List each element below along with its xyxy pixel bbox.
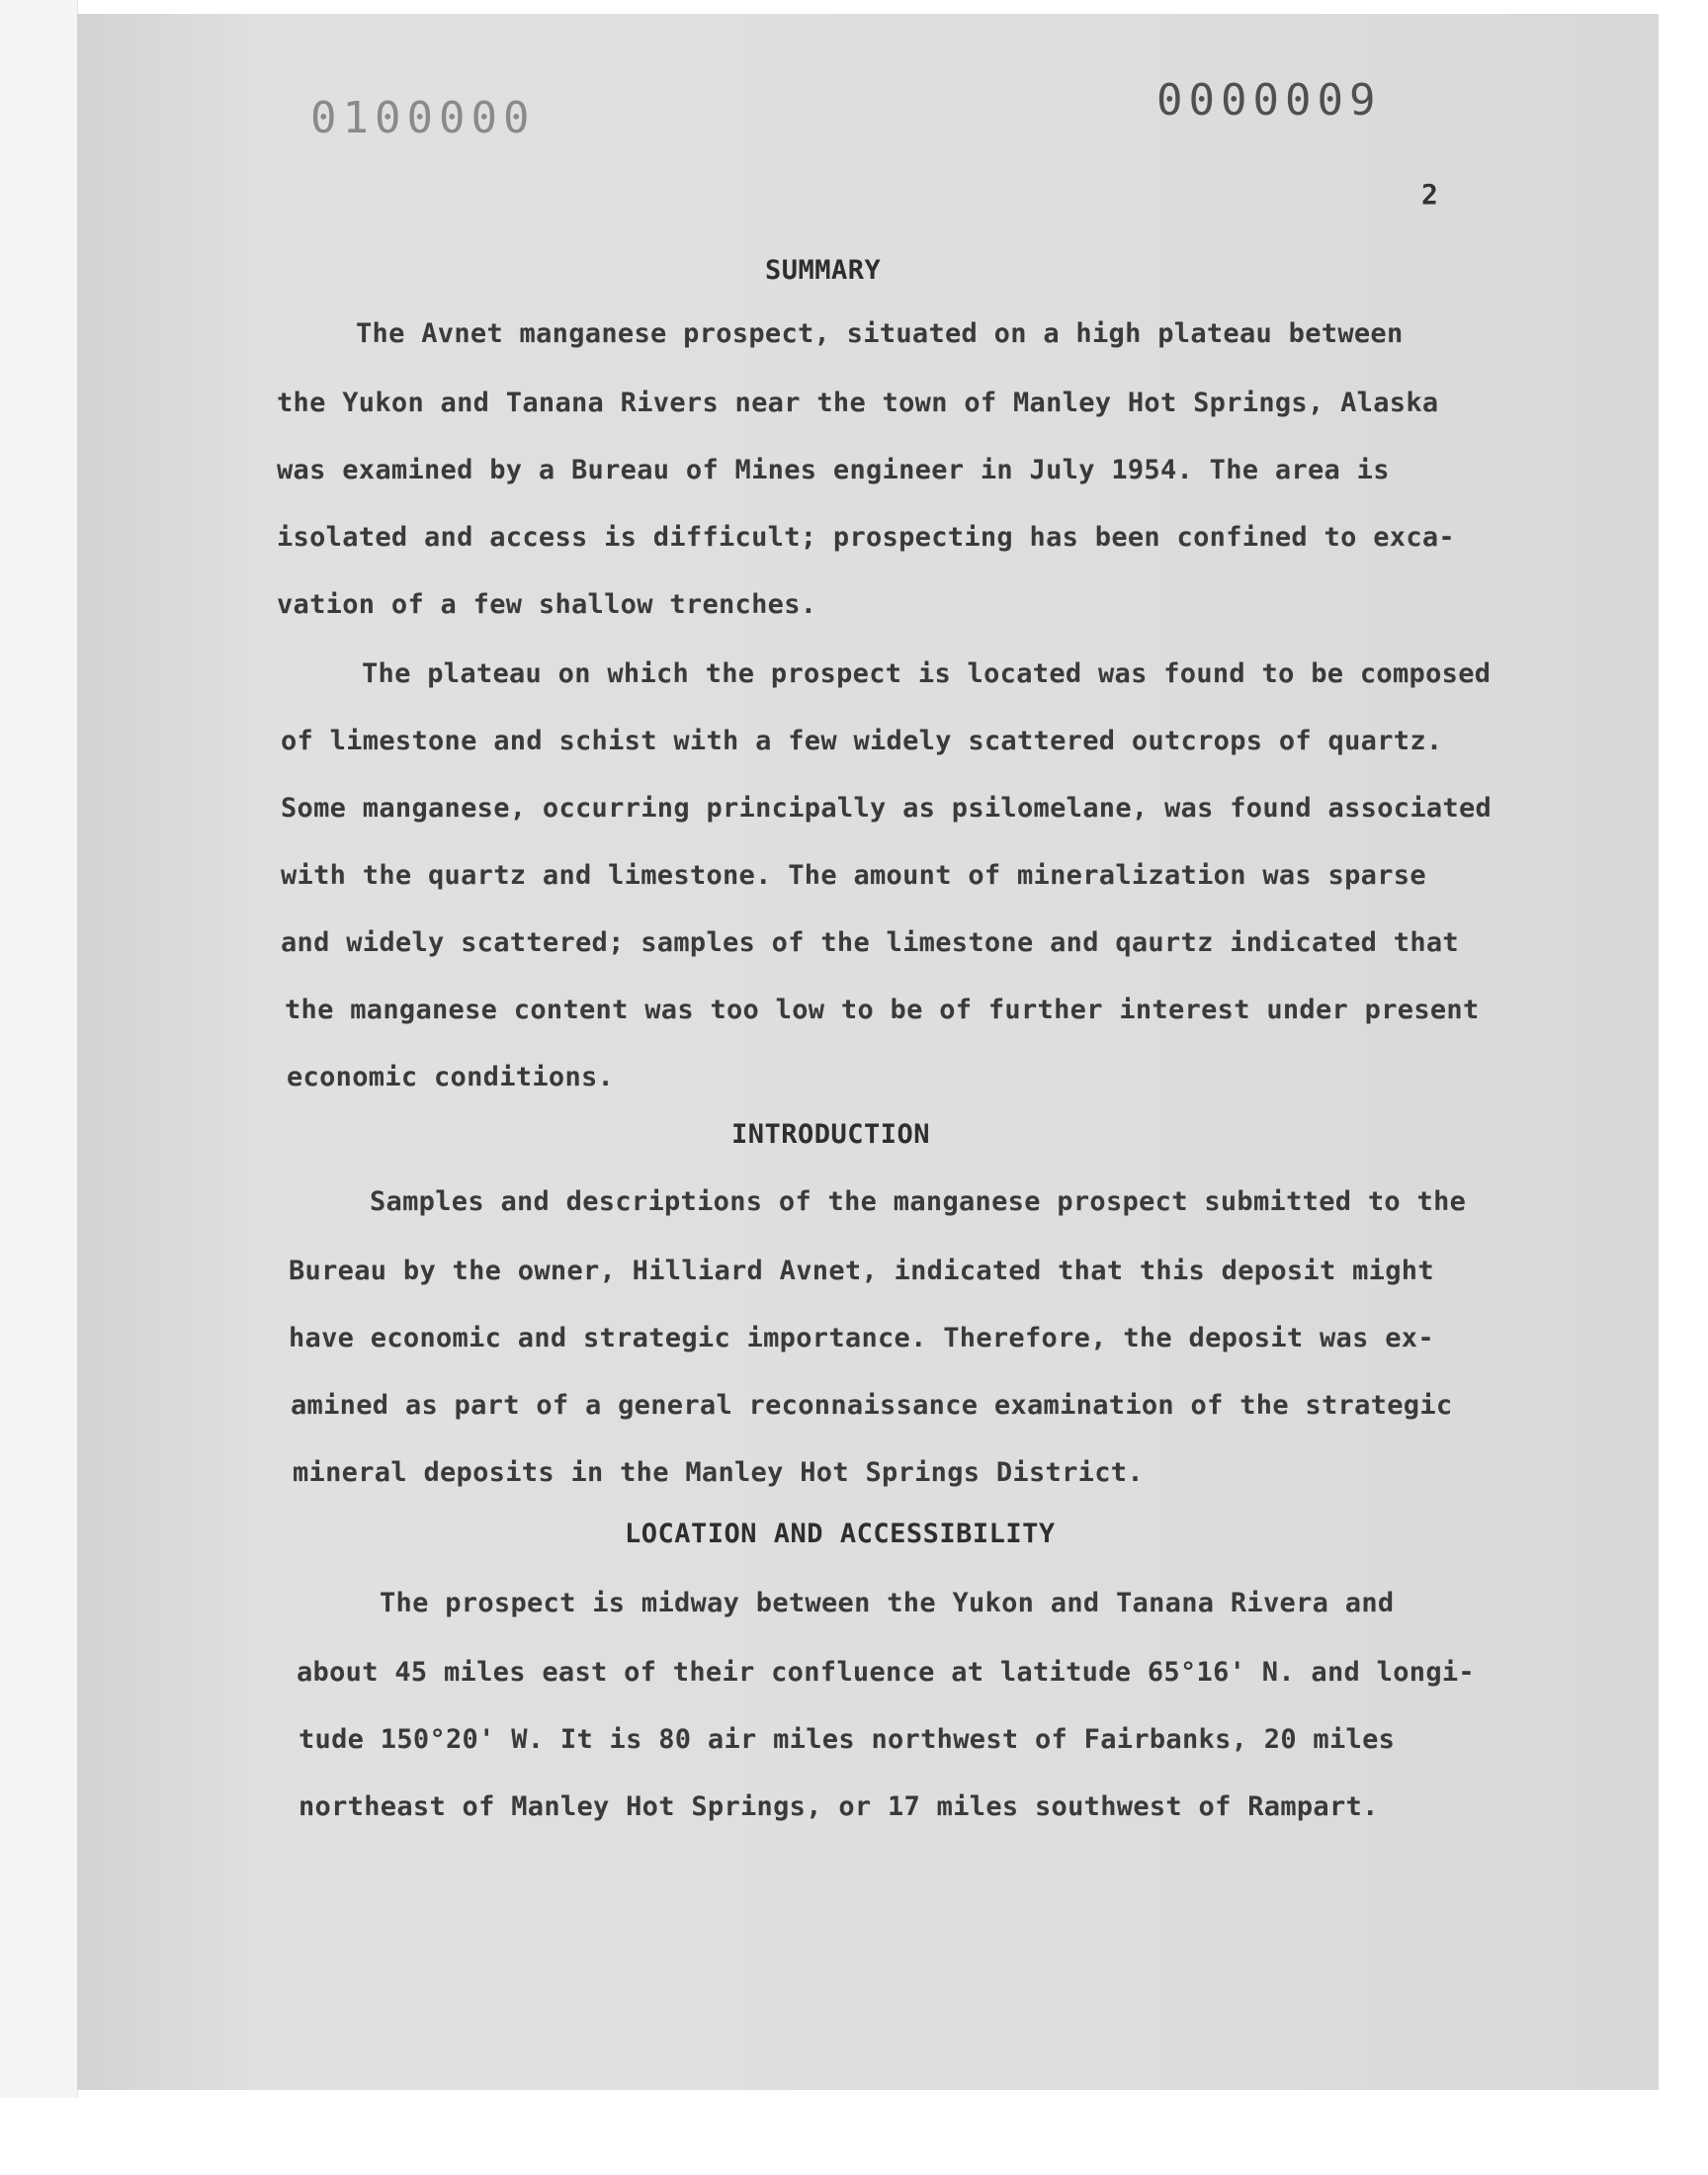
summary-line: the Yukon and Tanana Rivers near the town of Manley Hot Springs, Alaska: [277, 388, 1439, 418]
introduction-heading: INTRODUCTION: [731, 1119, 931, 1150]
page-number: 2: [1421, 178, 1438, 211]
summary-line: and widely scattered; samples of the limestone and qaurtz indicated that: [281, 927, 1459, 958]
summary-line: with the quartz and limestone. The amount of mineralization was sparse: [281, 860, 1426, 891]
summary-line: vation of a few shallow trenches.: [277, 589, 817, 620]
scanner-margin: [0, 0, 78, 2098]
summary-line: was examined by a Bureau of Mines engineer in July 1954. The area is: [277, 455, 1390, 485]
location-heading: LOCATION AND ACCESSIBILITY: [625, 1519, 1056, 1549]
introduction-line: amined as part of a general reconnaissance examination of the strategic: [291, 1390, 1453, 1421]
summary-line: the manganese content was too low to be of further interest under present: [285, 995, 1480, 1025]
summary-heading: SUMMARY: [765, 255, 882, 286]
stamp-number-right: 0000009: [1156, 75, 1382, 126]
summary-line: isolated and access is difficult; prospecting has been confined to exca-: [277, 522, 1455, 553]
location-line: northeast of Manley Hot Springs, or 17 miles southwest of Rampart.: [299, 1791, 1379, 1822]
summary-line: The plateau on which the prospect is located was found to be composed: [362, 658, 1492, 689]
introduction-line: Bureau by the owner, Hilliard Avnet, indicated that this deposit might: [289, 1256, 1434, 1286]
introduction-line: Samples and descriptions of the manganese prospect submitted to the: [370, 1186, 1467, 1217]
introduction-line: mineral deposits in the Manley Hot Springs District.: [293, 1457, 1144, 1488]
summary-line: Some manganese, occurring principally as psilomelane, was found associated: [281, 793, 1493, 824]
stamp-number-left: 0100000: [310, 93, 536, 143]
location-line: about 45 miles east of their confluence at latitude 65°16' N. and longi-: [297, 1657, 1475, 1688]
summary-line: economic conditions.: [287, 1062, 615, 1092]
location-line: tude 150°20' W. It is 80 air miles northwest of Fairbanks, 20 miles: [299, 1724, 1396, 1755]
introduction-line: have economic and strategic importance. Therefore, the deposit was ex-: [289, 1323, 1434, 1353]
summary-line: of limestone and schist with a few widely scattered outcrops of quartz.: [281, 726, 1443, 756]
location-line: The prospect is midway between the Yukon and Tanana Rivera and: [380, 1588, 1395, 1618]
summary-line: The Avnet manganese prospect, situated on a high plateau between: [356, 318, 1404, 349]
